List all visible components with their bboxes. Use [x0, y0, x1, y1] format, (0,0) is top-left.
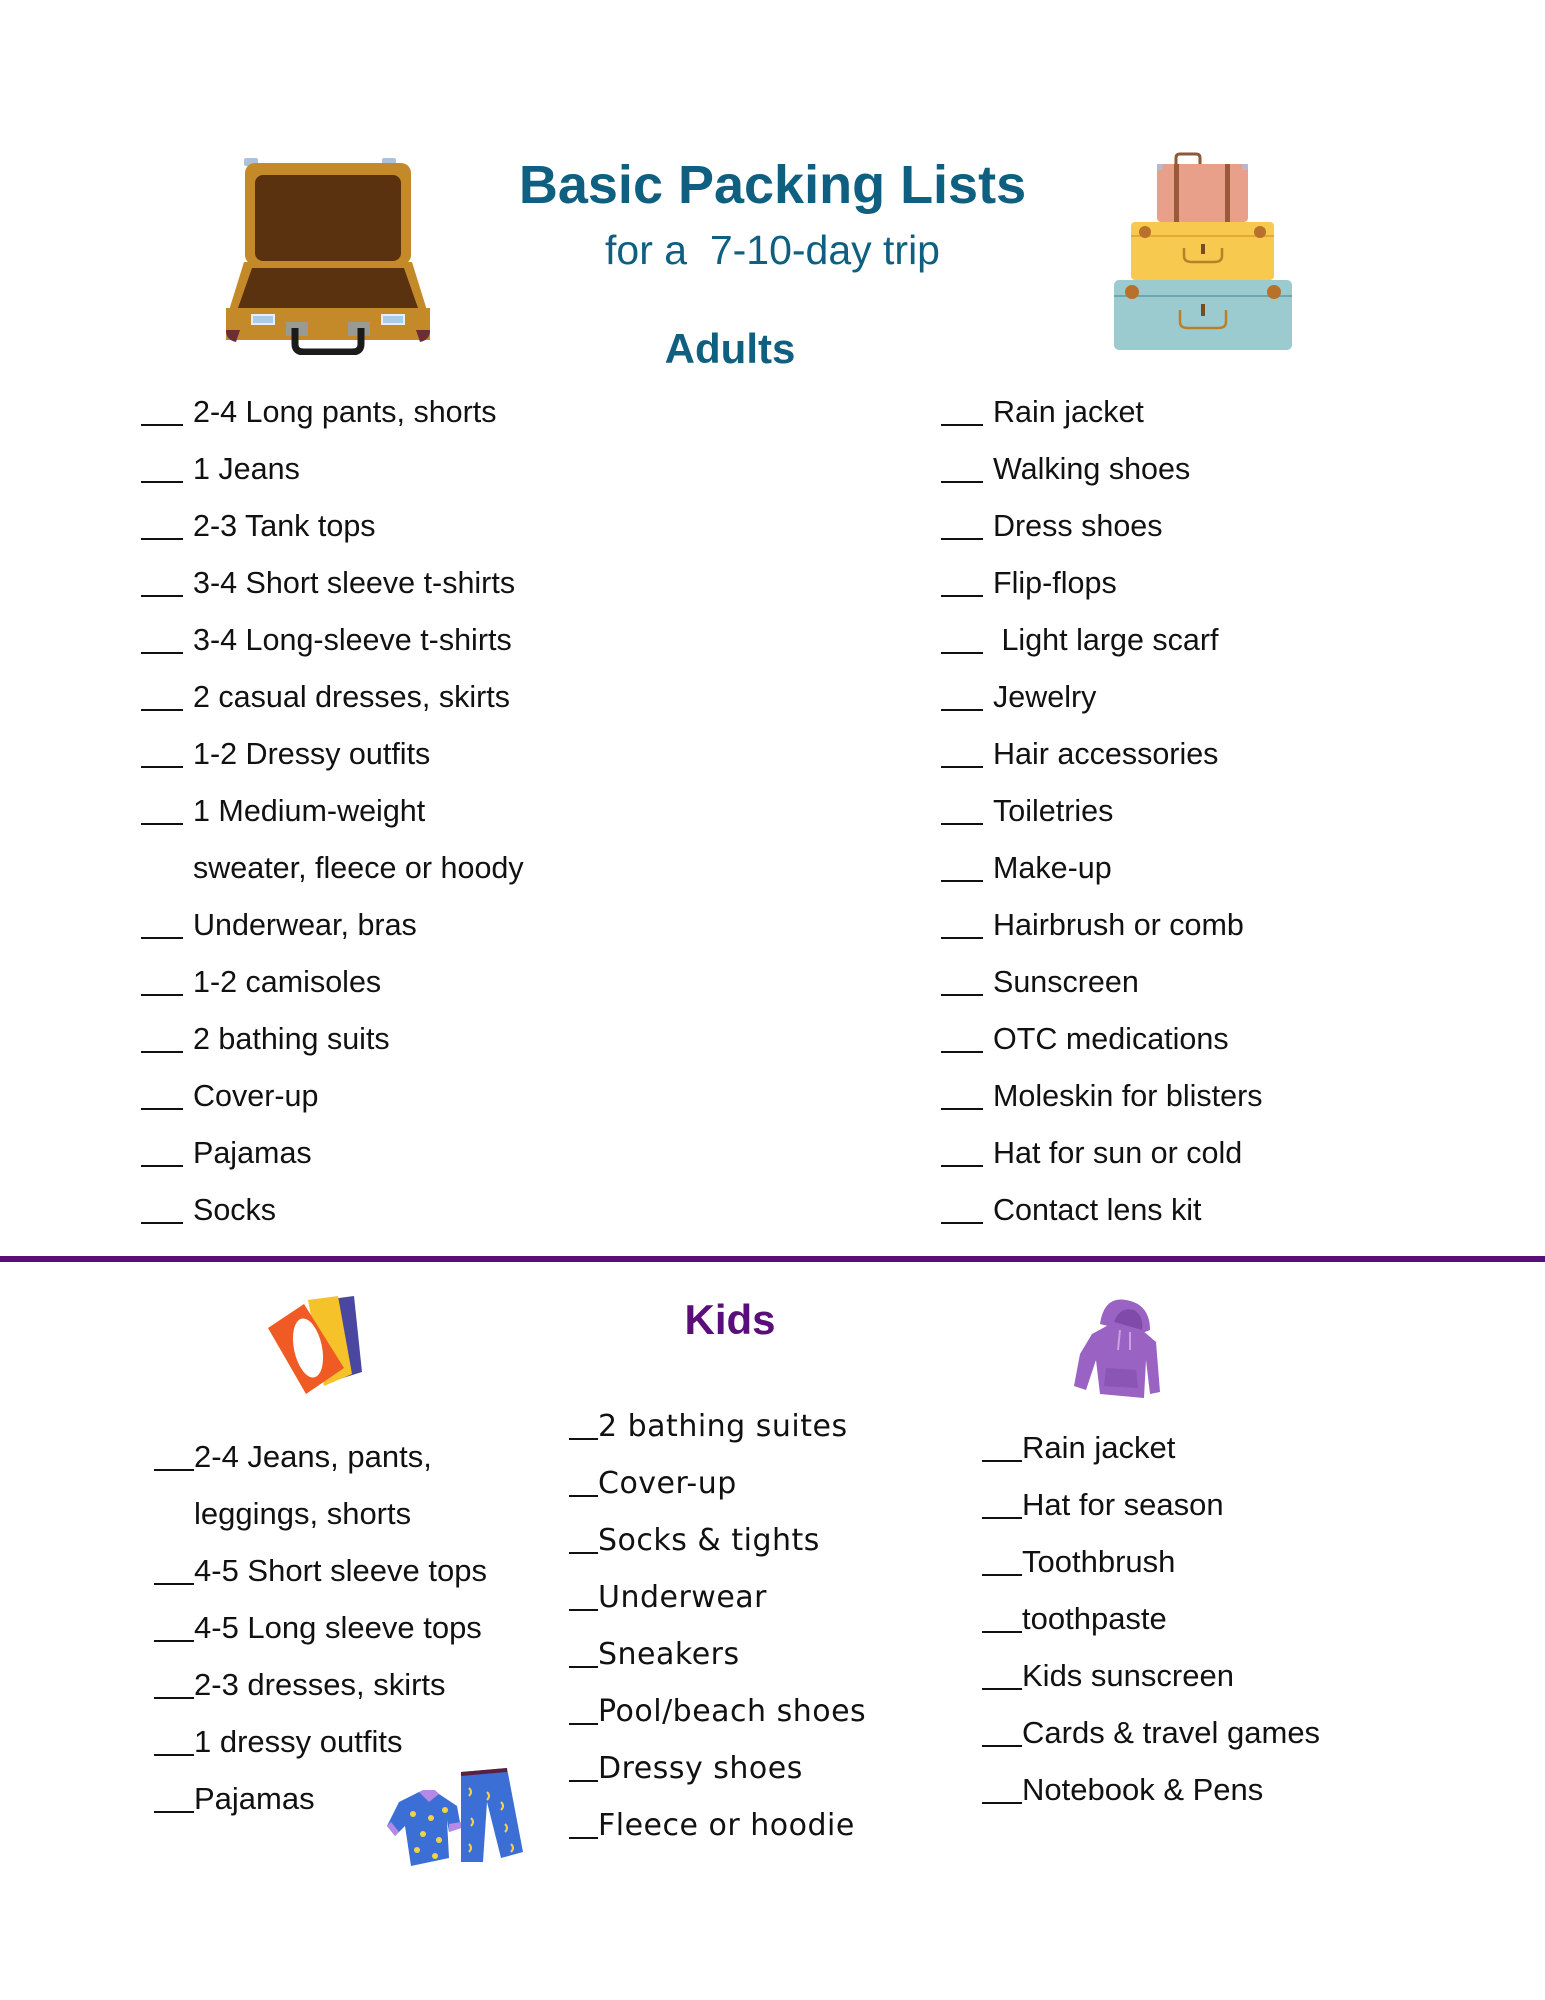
- checkbox-blank[interactable]: [154, 1697, 194, 1699]
- adults-list-clothing: [141, 384, 524, 1239]
- list-item[interactable]: 2-4 Long pants, shorts: [141, 384, 524, 441]
- checkbox-blank[interactable]: [982, 1574, 1022, 1576]
- checkbox-blank[interactable]: [141, 823, 183, 825]
- page-title: Basic Packing Lists: [518, 155, 1027, 215]
- checkbox-blank[interactable]: [141, 595, 183, 597]
- checkbox-blank[interactable]: [569, 1552, 598, 1554]
- list-item[interactable]: Walking shoes: [941, 441, 1263, 498]
- list-item[interactable]: Hair accessories: [941, 726, 1263, 783]
- checkbox-blank[interactable]: [941, 1222, 983, 1224]
- list-item[interactable]: OTC medications: [941, 1011, 1263, 1068]
- checkbox-blank[interactable]: [941, 1051, 983, 1053]
- list-item[interactable]: Rain jacket: [941, 384, 1263, 441]
- list-item[interactable]: Make-up: [941, 840, 1263, 897]
- list-item[interactable]: Underwear: [569, 1569, 866, 1626]
- list-item[interactable]: 1-2 camisoles: [141, 954, 524, 1011]
- kids-list-swim-shoes: [569, 1398, 866, 1854]
- checkbox-blank[interactable]: [154, 1811, 194, 1813]
- checkbox-blank[interactable]: [941, 709, 983, 711]
- list-item[interactable]: Dress shoes: [941, 498, 1263, 555]
- checkbox-blank[interactable]: [941, 1108, 983, 1110]
- list-item[interactable]: Pajamas: [154, 1770, 487, 1827]
- list-item[interactable]: Light large scarf: [941, 612, 1263, 669]
- checkbox-blank[interactable]: [982, 1688, 1022, 1690]
- checkbox-blank[interactable]: [941, 1165, 983, 1167]
- list-item[interactable]: Cards & travel games: [982, 1704, 1320, 1761]
- checkbox-blank[interactable]: [982, 1802, 1022, 1804]
- list-item[interactable]: Flip-flops: [941, 555, 1263, 612]
- list-item[interactable]: 4-5 Short sleeve tops: [154, 1542, 487, 1599]
- list-item-continuation: sweater, fleece or hoody: [193, 851, 524, 885]
- checkbox-blank[interactable]: [141, 481, 183, 483]
- checkbox-blank[interactable]: [941, 994, 983, 996]
- checkbox-blank[interactable]: [141, 424, 183, 426]
- checkbox-blank[interactable]: [154, 1754, 194, 1756]
- checkbox-blank[interactable]: [941, 823, 983, 825]
- checkbox-blank[interactable]: [941, 937, 983, 939]
- list-item[interactable]: Pool/beach shoes: [569, 1683, 866, 1740]
- list-item[interactable]: 2 bathing suites: [569, 1398, 866, 1455]
- kids-list-extras: [982, 1419, 1320, 1818]
- section-divider: [0, 1256, 1545, 1262]
- checkbox-blank[interactable]: [141, 1222, 183, 1224]
- list-item[interactable]: Dressy shoes: [569, 1740, 866, 1797]
- list-item[interactable]: Sunscreen: [941, 954, 1263, 1011]
- checkbox-blank[interactable]: [941, 595, 983, 597]
- list-item[interactable]: Moleskin for blisters: [941, 1068, 1263, 1125]
- list-item[interactable]: Hat for season: [982, 1476, 1320, 1533]
- page-subtitle: for a 7-10-day trip: [605, 227, 940, 273]
- checkbox-blank[interactable]: [941, 424, 983, 426]
- list-item[interactable]: 3-4 Long-sleeve t-shirts: [141, 612, 524, 669]
- list-item[interactable]: 2-4 Jeans, pants,: [154, 1428, 487, 1485]
- kids-list-clothing: [154, 1428, 487, 1827]
- kids-heading: Kids: [684, 1296, 776, 1343]
- checkbox-blank[interactable]: [569, 1609, 598, 1611]
- playing-cards-icon: [262, 1290, 384, 1398]
- list-item[interactable]: Underwear, bras: [141, 897, 524, 954]
- list-item[interactable]: Toothbrush: [982, 1533, 1320, 1590]
- checkbox-blank[interactable]: [569, 1723, 598, 1725]
- stacked-suitcases-icon: [1112, 152, 1296, 352]
- checkbox-blank[interactable]: [569, 1666, 598, 1668]
- checkbox-blank[interactable]: [154, 1469, 194, 1471]
- list-item[interactable]: 1-2 Dressy outfits: [141, 726, 524, 783]
- checkbox-blank[interactable]: [154, 1640, 194, 1642]
- list-item[interactable]: Sneakers: [569, 1626, 866, 1683]
- list-item[interactable]: Toiletries: [941, 783, 1263, 840]
- list-item[interactable]: Hairbrush or comb: [941, 897, 1263, 954]
- list-item[interactable]: 2-3 dresses, skirts: [154, 1656, 487, 1713]
- checkbox-blank[interactable]: [982, 1745, 1022, 1747]
- hoodie-icon: [1070, 1294, 1164, 1404]
- list-item[interactable]: Kids sunscreen: [982, 1647, 1320, 1704]
- checkbox-blank[interactable]: [141, 709, 183, 711]
- checkbox-blank[interactable]: [941, 538, 983, 540]
- list-item[interactable]: Fleece or hoodie: [569, 1797, 866, 1854]
- checkbox-blank[interactable]: [141, 937, 183, 939]
- checkbox-blank[interactable]: [141, 1108, 183, 1110]
- list-item[interactable]: Jewelry: [941, 669, 1263, 726]
- checkbox-blank[interactable]: [141, 994, 183, 996]
- adults-heading: Adults: [664, 325, 796, 372]
- checkbox-blank[interactable]: [941, 766, 983, 768]
- checkbox-blank[interactable]: [982, 1460, 1022, 1462]
- list-item[interactable]: 1 Jeans: [141, 441, 524, 498]
- list-item[interactable]: Cover-up: [569, 1455, 866, 1512]
- list-item[interactable]: 2 casual dresses, skirts: [141, 669, 524, 726]
- checkbox-blank[interactable]: [941, 481, 983, 483]
- adults-list-accessories: [941, 384, 1263, 1239]
- list-item[interactable]: Cover-up: [141, 1068, 524, 1125]
- checkbox-blank[interactable]: [141, 652, 183, 654]
- checkbox-blank[interactable]: [141, 766, 183, 768]
- list-item[interactable]: Socks & tights: [569, 1512, 866, 1569]
- open-suitcase-icon: [222, 150, 434, 355]
- checkbox-blank[interactable]: [569, 1780, 598, 1782]
- list-item[interactable]: Hat for sun or cold: [941, 1125, 1263, 1182]
- list-item[interactable]: 1 dressy outfits: [154, 1713, 487, 1770]
- list-item[interactable]: 1 Medium-weight: [141, 783, 524, 840]
- list-item[interactable]: 2-3 Tank tops: [141, 498, 524, 555]
- list-item-continuation: leggings, shorts: [194, 1496, 412, 1531]
- checkbox-blank[interactable]: [941, 880, 983, 882]
- checkbox-blank[interactable]: [569, 1837, 598, 1839]
- list-item[interactable]: 4-5 Long sleeve tops: [154, 1599, 487, 1656]
- checkbox-blank[interactable]: [154, 1583, 194, 1585]
- checkbox-blank[interactable]: [141, 1051, 183, 1053]
- list-item[interactable]: Pajamas: [141, 1125, 524, 1182]
- checkbox-blank[interactable]: [982, 1517, 1022, 1519]
- list-item[interactable]: Notebook & Pens: [982, 1761, 1320, 1818]
- checkbox-blank[interactable]: [941, 652, 983, 654]
- checkbox-blank[interactable]: [982, 1631, 1022, 1633]
- list-item[interactable]: 2 bathing suits: [141, 1011, 524, 1068]
- checkbox-blank[interactable]: [141, 538, 183, 540]
- checkbox-blank[interactable]: [141, 1165, 183, 1167]
- list-item[interactable]: 3-4 Short sleeve t-shirts: [141, 555, 524, 612]
- list-item[interactable]: Contact lens kit: [941, 1182, 1263, 1239]
- checkbox-blank[interactable]: [569, 1495, 598, 1497]
- list-item[interactable]: toothpaste: [982, 1590, 1320, 1647]
- checkbox-blank[interactable]: [569, 1438, 598, 1440]
- list-item[interactable]: Rain jacket: [982, 1419, 1320, 1476]
- list-item[interactable]: Socks: [141, 1182, 524, 1239]
